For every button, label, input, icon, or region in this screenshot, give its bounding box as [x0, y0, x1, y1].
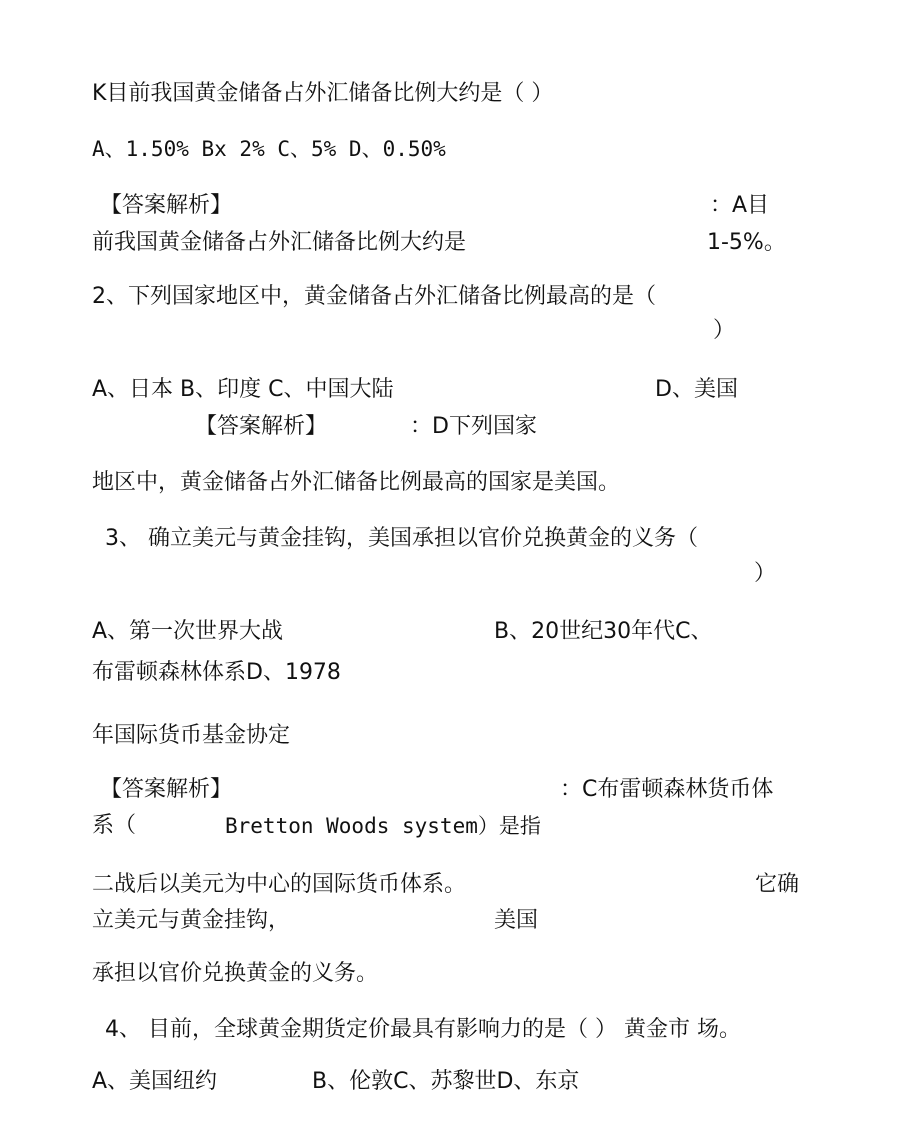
q3-analysis-english: Bretton Woods system）是指: [225, 814, 541, 838]
q3-option-bc: B、20世纪30年代C、: [494, 619, 713, 644]
q2-question: 2、下列国家地区中，黄金储备占外汇储备比例最高的是（: [92, 284, 656, 309]
q3-option-d-cont: 年国际货币基金协定: [92, 723, 291, 748]
q4-option-a: A、美国纽约: [92, 1069, 218, 1094]
q3-option-c-d: 布雷顿森林体系D、1978: [92, 660, 341, 685]
q3-analysis-line5: 承担以官价兑换黄金的义务。: [92, 961, 379, 986]
q3-analysis-line3-end: 它确: [755, 872, 800, 897]
q3-close-paren: ）: [754, 561, 777, 586]
q3-answer-start: ：C布雷顿森林货币体: [560, 777, 774, 802]
q1-answer-start: ：A目: [710, 193, 770, 218]
q4-option-bcd: B、伦敦C、苏黎世D、东京: [312, 1069, 580, 1094]
q4-question: 4、 目前，全球黄金期货定价最具有影响力的是（ ） 黄金市 场。: [105, 1017, 741, 1042]
q1-options: A、1.50% Bx 2% C、5% D、0.50%: [92, 137, 446, 161]
q3-analysis-line3: 二战后以美元为中心的国际货币体系。: [92, 872, 467, 897]
q2-close-paren: ）: [713, 318, 736, 343]
q2-answer-start: ：D下列国家: [410, 414, 537, 439]
q3-analysis-label: 【答案解析】: [100, 777, 233, 802]
q1-question: K目前我国黄金储备占外汇储备比例大约是（ ）: [92, 81, 554, 106]
q2-options-abc: A、日本 B、印度 C、中国大陆: [92, 377, 394, 402]
q1-analysis-value: 1-5%。: [707, 230, 786, 255]
q3-analysis-line4: 立美元与黄金挂钩，: [92, 908, 291, 933]
q2-analysis-text: 地区中，黄金储备占外汇储备比例最高的国家是美国。: [92, 470, 621, 495]
q3-analysis-line2-start: 系（: [92, 813, 137, 838]
q2-analysis-label: 【答案解析】: [195, 414, 328, 439]
q1-analysis-text: 前我国黄金储备占外汇储备比例大约是: [92, 230, 467, 255]
q3-analysis-line4-end: 美国: [494, 908, 539, 933]
q3-question: 3、 确立美元与黄金挂钩，美国承担以官价兑换黄金的义务（: [105, 526, 698, 551]
q1-analysis-label: 【答案解析】: [100, 193, 233, 218]
q3-option-a: A、第一次世界大战: [92, 619, 284, 644]
q2-option-d: D、美国: [655, 377, 738, 402]
